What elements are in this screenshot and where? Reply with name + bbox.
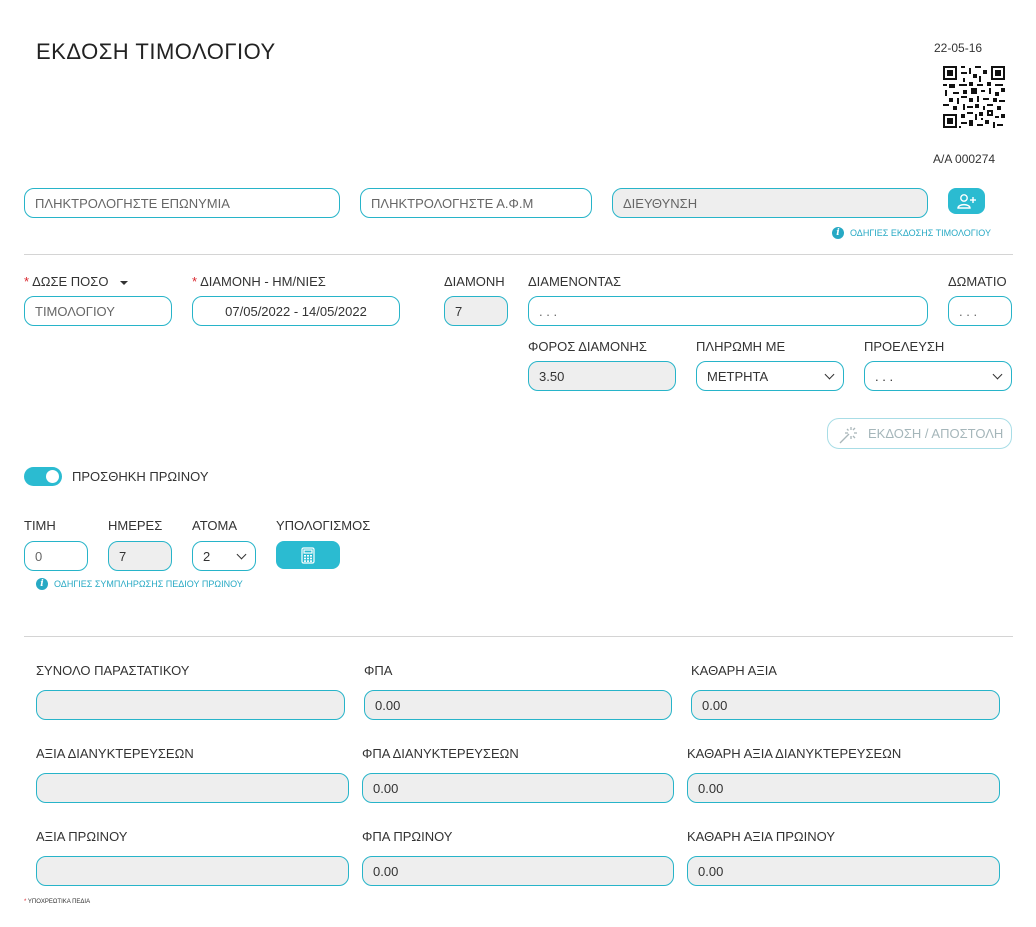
bf-value-field (36, 856, 349, 886)
bf-persons-select[interactable]: 2 (192, 541, 256, 571)
chevron-down-icon (993, 370, 1003, 380)
tax-label: ΦΟΡΟΣ ΔΙΑΜΟΝΗΣ (528, 339, 647, 354)
breakfast-help-text: ΟΔΗΓΙΕΣ ΣΥΜΠΛΗΡΩΣΗΣ ΠΕΔΙΟΥ ΠΡΩΙΝΟΥ (54, 579, 243, 589)
add-customer-button[interactable] (948, 188, 985, 214)
nights-label: ΔΙΑΜΟΝΗ (444, 274, 505, 289)
page-title: ΕΚΔΟΣΗ ΤΙΜΟΛΟΓΙΟΥ (36, 39, 276, 64)
add-user-icon (957, 193, 977, 209)
amount-input[interactable] (24, 296, 172, 326)
stay-vat-label: ΦΠΑ ΔΙΑΝΥΚΤΕΡΕΥΣΕΩΝ (362, 746, 519, 761)
bf-days-label: ΗΜΕΡΕΣ (108, 518, 163, 533)
room-label: ΔΩΜΑΤΙΟ (948, 274, 1007, 289)
afm-input[interactable] (360, 188, 592, 218)
bf-price-label: ΤΙΜΗ (24, 518, 56, 533)
payment-label: ΠΛΗΡΩΜΗ ΜΕ (696, 339, 786, 354)
breakfast-help-link[interactable] (36, 578, 243, 590)
required-fields-note: * ΥΠΟΧΡΕΩΤΙΚΑ ΠΕΔΙΑ (24, 899, 91, 905)
stay-net-field: 0.00 (687, 773, 1000, 803)
divider (24, 254, 1013, 255)
issue-send-button[interactable]: ΕΚΔΟΣΗ / ΑΠΟΣΤΟΛΗ (827, 418, 1012, 449)
tax-input[interactable]: 3.50 (528, 361, 676, 391)
invoice-help-link[interactable] (832, 227, 991, 239)
calculate-button[interactable] (276, 541, 340, 569)
vat-label: ΦΠΑ (364, 663, 393, 678)
info-icon: i (36, 578, 48, 590)
bf-net-label: ΚΑΘΑΡΗ ΑΞΙΑ ΠΡΩΙΝΟΥ (687, 829, 836, 844)
payment-select[interactable]: ΜΕΤΡΗΤΑ (696, 361, 844, 391)
stay-vat-field: 0.00 (362, 773, 674, 803)
nights-input[interactable]: 7 (444, 296, 508, 326)
origin-select[interactable]: . . . (864, 361, 1012, 391)
stay-dates-label: * ΔΙΑΜΟΝΗ - ΗΜ/ΝΙΕΣ (192, 274, 326, 289)
breakfast-toggle-label: ΠΡΟΣΘΗΚΗ ΠΡΩΙΝΟΥ (72, 469, 209, 484)
stay-value-field (36, 773, 349, 803)
guest-input[interactable] (528, 296, 928, 326)
origin-label: ΠΡΟΕΛΕΥΣΗ (864, 339, 945, 354)
invoice-help-text: ΟΔΗΓΙΕΣ ΕΚΔΟΣΗΣ ΤΙΜΟΛΟΓΙΟΥ (850, 228, 991, 238)
guest-label: ΔΙΑΜΕΝΟΝΤΑΣ (528, 274, 622, 289)
bf-net-field: 0.00 (687, 856, 1000, 886)
doc-total-label: ΣΥΝΟΛΟ ΠΑΡΑΣΤΑΤΙΚΟΥ (36, 663, 190, 678)
company-name-input[interactable] (24, 188, 340, 218)
bf-persons-label: ΑΤΟΜΑ (192, 518, 238, 533)
chevron-down-icon (237, 550, 247, 560)
vat-field: 0.00 (364, 690, 672, 720)
bf-value-label: ΑΞΙΑ ΠΡΩΙΝΟΥ (36, 829, 128, 844)
info-icon: i (832, 227, 844, 239)
calculator-icon (301, 547, 315, 564)
net-field: 0.00 (691, 690, 1000, 720)
invoice-date: 22-05-16 (934, 41, 983, 55)
stay-value-label: ΑΞΙΑ ΔΙΑΝΥΚΤΕΡΕΥΣΕΩΝ (36, 746, 194, 761)
magic-wand-icon (838, 425, 860, 445)
stay-net-label: ΚΑΘΑΡΗ ΑΞΙΑ ΔΙΑΝΥΚΤΕΡΕΥΣΕΩΝ (687, 746, 902, 761)
amount-label[interactable]: * ΔΩΣΕ ΠΟΣΟ (24, 274, 128, 289)
room-input[interactable] (948, 296, 1012, 326)
stay-dates-input[interactable]: 07/05/2022 - 14/05/2022 (192, 296, 400, 326)
bf-days-input[interactable]: 7 (108, 541, 172, 571)
breakfast-toggle[interactable] (24, 467, 62, 486)
bf-vat-field: 0.00 (362, 856, 674, 886)
caret-down-icon (120, 281, 128, 285)
bf-vat-label: ΦΠΑ ΠΡΩΙΝΟΥ (362, 829, 453, 844)
serial-number: Α/Α 000274 (933, 152, 996, 166)
calc-label: ΥΠΟΛΟΓΙΣΜΟΣ (276, 518, 371, 533)
net-label: ΚΑΘΑΡΗ ΑΞΙΑ (691, 663, 777, 678)
address-input[interactable] (612, 188, 928, 218)
divider (24, 636, 1013, 637)
qr-code (943, 66, 1005, 128)
bf-price-input[interactable] (24, 541, 88, 571)
doc-total-field (36, 690, 345, 720)
chevron-down-icon (825, 370, 835, 380)
